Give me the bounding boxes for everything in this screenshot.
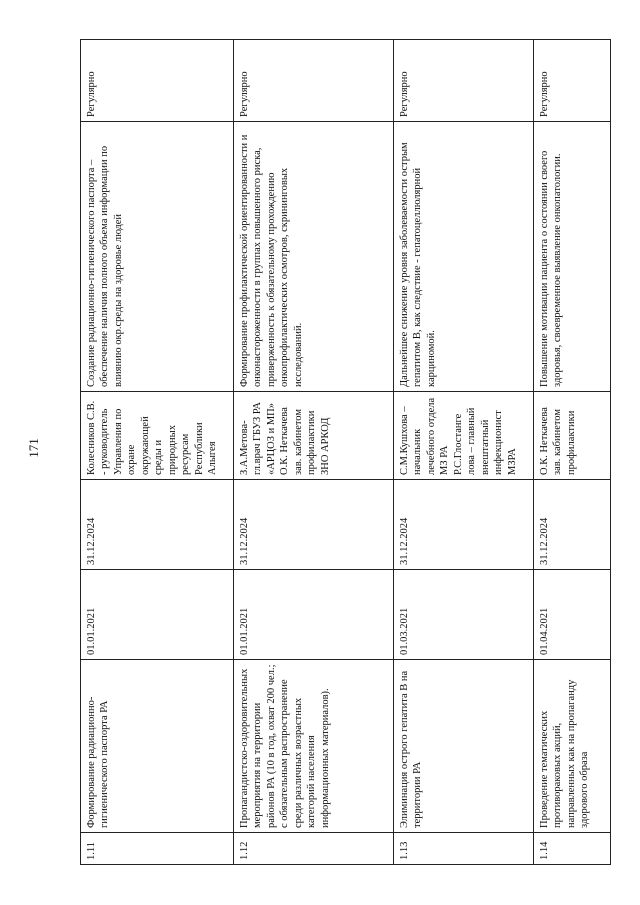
row-number: 1.14 xyxy=(534,833,611,865)
result-cell: Повышение мотивации пациента о состоянии своего здоровья, своевременное выявление онкопатологии. xyxy=(534,122,611,392)
periodicity-cell: Регулярно xyxy=(81,40,234,122)
table-row xyxy=(394,40,534,865)
measure-cell: Проведение тематических противораковых акций, направленных как на пропаганду здорового образа xyxy=(534,660,611,833)
responsible-cell: О.К. Неткачева зав. кабинетом профилактики xyxy=(534,392,611,480)
measure-cell: Элиминация острого гепатита В на территории РА xyxy=(394,660,534,833)
start-date-cell: 01.01.2021 xyxy=(81,570,234,660)
responsible-cell: З.А.Метова-гл.врач ГБУЗ РА «АРЦОЗ и МП» О.К. Неткачева зав. кабинетом профилактики ЗНО АРКОД xyxy=(234,392,394,480)
end-date-cell: 31.12.2024 xyxy=(234,480,394,570)
measures-table xyxy=(80,39,611,865)
result-cell: Создание радиационно-гигиенического паспорта – обеспечение наличия полного объема информации по влиянию окр.среды на здоровье людей xyxy=(81,122,234,392)
result-cell: Дальнейшее снижение уровня заболеваемости острым гепатитом В, как следствие - гепатоцеллюлярной карциномой. xyxy=(394,122,534,392)
row-number: 1.12 xyxy=(234,833,394,865)
measure-cell: Пропагандистско-оздоровительных мероприятия на территории районов РА (10 в год, охват 200 чел.; с обязательным распространение среди различных возрастных категорий населения информационных материалов). xyxy=(234,660,394,833)
row-number: 1.13 xyxy=(394,833,534,865)
table-row xyxy=(234,40,394,865)
end-date-cell: 31.12.2024 xyxy=(394,480,534,570)
end-date-cell: 31.12.2024 xyxy=(81,480,234,570)
responsible-cell: С.М.Кушхова – начальник лечебного отдела МЗ РА Р.С.Глостанге лова – главный внештатный инфекционист МЗРА xyxy=(394,392,534,480)
row-number: 1.11 xyxy=(81,833,234,865)
document-table-wrapper xyxy=(80,40,610,865)
table-row xyxy=(534,40,611,865)
periodicity-cell: Регулярно xyxy=(534,40,611,122)
page-number: 171 xyxy=(26,438,41,458)
table-row xyxy=(81,40,234,865)
start-date-cell: 01.03.2021 xyxy=(394,570,534,660)
result-cell: Формирование профилактической ориентированности и онконастороженности в группах повышенного риска, приверженность к обязательному прохождению онкопрофилактических осмотров, скрининговых исследований. xyxy=(234,122,394,392)
start-date-cell: 01.04.2021 xyxy=(534,570,611,660)
measure-cell: Формирование радиационно-гигиенического паспорта РА xyxy=(81,660,234,833)
responsible-cell: Колесников С.В. - руководитель Управления по охране окружающей среды и природных ресурсам Республики Алыгея xyxy=(81,392,234,480)
periodicity-cell: Регулярно xyxy=(234,40,394,122)
periodicity-cell: Регулярно xyxy=(394,40,534,122)
end-date-cell: 31.12.2024 xyxy=(534,480,611,570)
start-date-cell: 01.01.2021 xyxy=(234,570,394,660)
